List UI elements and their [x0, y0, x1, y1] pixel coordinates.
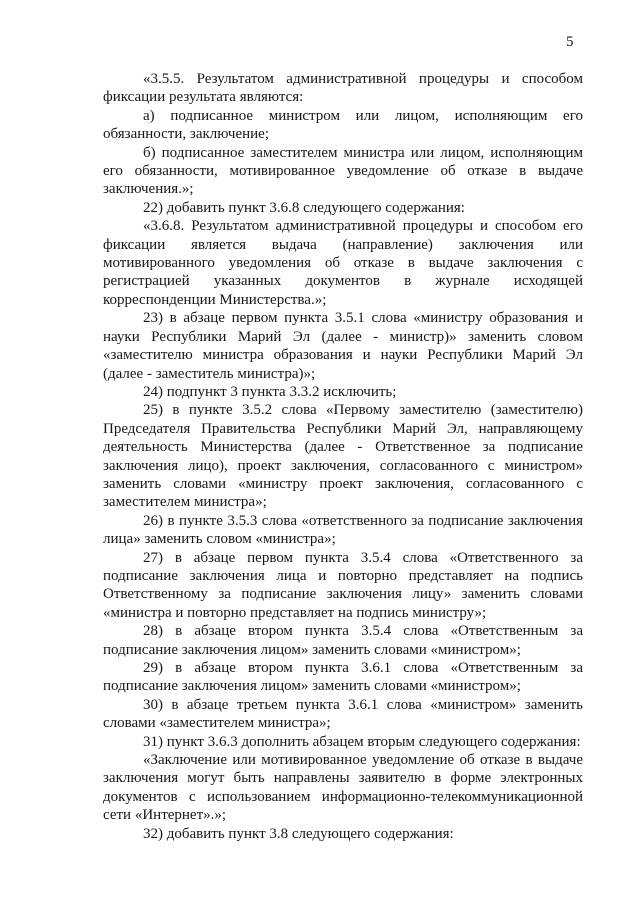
paragraph-3-6-8: «3.6.8. Результатом административной процедуры и способом его фиксации является выдача (направление) заключения или мотивированного уведомления об отказе в выдаче заключения с регистрацией указанных документов в журнале исходящей корреспонденции Министерства.»; — [103, 218, 583, 308]
paragraph-amendment-32: 32) добавить пункт 3.8 следующего содержания: — [143, 825, 454, 842]
paragraph-item-b: б) подписанное заместителем министра или лицом, исполняющим его обязанности, мотивированное уведомление об отказе в выдаче заключения.»; — [103, 144, 583, 198]
paragraph-amendment-24: 24) подпункт 3 пункта 3.3.2 исключить; — [143, 383, 397, 400]
paragraph-amendment-31: 31) пункт 3.6.3 дополнить абзацем вторым следующего содержания: — [143, 733, 581, 750]
paragraph-amendment-22: 22) добавить пункт 3.6.8 следующего содержания: — [143, 199, 465, 216]
paragraph-3-5-5: «3.5.5. Результатом административной процедуры и способом фиксации результата являются: — [103, 71, 583, 106]
page-number: 5 — [566, 34, 574, 50]
paragraph-amendment-29: 29) в абзаце втором пункта 3.6.1 слова «Ответственным за подписание заключения лицом» заменить словами «министром»; — [103, 660, 583, 695]
paragraph-amendment-30: 30) в абзаце третьем пункта 3.6.1 слова «министром» заменить словами «заместителем министра»; — [103, 696, 583, 732]
paragraph-amendment-23: 23) в абзаце первом пункта 3.5.1 слова «министру образования и науки Республики Марий Эл (далее - министр)» заменить словом «заместителю министра образования и науки Республики Марий Эл (далее - заместитель министра)»; — [103, 310, 583, 382]
paragraph-item-a: а) подписанное министром или лицом, исполняющим его обязанности, заключение; — [103, 107, 583, 143]
paragraph-amendment-27: 27) в абзаце первом пункта 3.5.4 слова «Ответственного за подписание заключения лица и повторно представляет на подпись Ответственному за подписание заключения лицу» заменить словами «министра и повторно представляет на подпись министру»; — [103, 549, 583, 621]
document-body — [103, 70, 583, 843]
paragraph-amendment-28: 28) в абзаце втором пункта 3.5.4 слова «Ответственным за подписание заключения лицом» заменить словами «министром»; — [103, 623, 583, 658]
paragraph-amendment-26: 26) в пункте 3.5.3 слова «ответственного за подписание заключения лица» заменить словом «министра»; — [103, 512, 583, 548]
paragraph-amendment-25: 25) в пункте 3.5.2 слова «Первому заместителю (заместителю) Председателя Правительства Республики Марий Эл, направляющему деятельность Министерства (далее - Ответственное за подписание заключения лицо), проект заключения, согласованного с министром» заменить словами «министру проект заключения, согласованного с заместителем министра»; — [103, 402, 583, 511]
paragraph-quoted-notice: «Заключение или мотивированное уведомление об отказе в выдаче заключения могут быть направлены заявителю в форме электронных документов с использованием информационно-телекоммуникационной сети «Интернет».»; — [103, 752, 583, 824]
